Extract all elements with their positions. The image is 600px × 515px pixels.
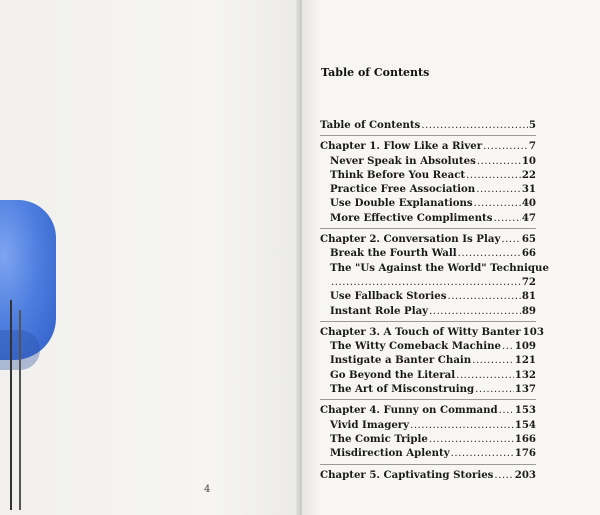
toc-section [320,289,536,303]
toc-chapter [320,232,536,246]
dot-leader [429,305,521,319]
chapter-page: 153 [514,404,536,417]
toc-section [320,339,536,353]
table-of-contents [320,118,549,482]
toc-section [320,246,536,260]
section-page: 40 [521,197,536,210]
cable [10,300,12,510]
toc-section [320,418,536,432]
dot-leader [476,183,521,197]
toc-entry-page: 5 [528,119,536,131]
section-page: 72 [521,275,536,288]
section-page: 154 [514,418,536,431]
divider [320,135,536,136]
dot-leader [494,469,513,483]
toc-section [320,353,536,367]
section-page: 10 [521,154,536,167]
section-title: Never Speak in Absolutes [330,154,476,167]
chapter-page: 7 [528,140,536,153]
section-page: 132 [514,368,536,381]
section-page: 166 [514,432,536,445]
toc-entry-title: Table of Contents [320,119,421,131]
divider [320,399,536,400]
dot-leader [466,169,521,183]
dot-leader [451,447,514,461]
section-title: Break the Fourth Wall [330,247,457,260]
toc-section [320,154,536,168]
dot-leader [410,419,514,433]
section-title: The Art of Misconstruing [330,383,475,396]
section-page: 137 [514,383,536,396]
toc-entry-front [320,118,536,132]
dot-leader [501,233,520,247]
section-page: 47 [521,211,536,224]
toc-chapter [320,403,536,417]
chapter-title: Chapter 3. A Touch of Witty Banter [320,325,521,338]
dot-leader [477,155,521,169]
chapter-title: Chapter 1. Flow Like a River [320,140,483,153]
section-title-wrapped: The "Us Against the World" Technique [330,261,549,274]
dot-leader [448,290,521,304]
dot-leader [458,247,521,261]
dot-leader [474,197,521,211]
toc-section [320,182,536,196]
section-page: 121 [514,354,536,367]
section-title: The Witty Comeback Machine [330,340,501,353]
chapter-page: 203 [514,468,536,481]
section-title: Vivid Imagery [330,418,410,431]
section-title: Go Beyond the Literal [330,368,456,381]
chapter-title: Chapter 2. Conversation Is Play [320,233,501,246]
toc-section [320,446,536,460]
toc-section [320,432,536,446]
dot-leader [499,404,514,418]
section-page: 109 [514,340,536,353]
section-title: Instant Role Play [330,304,429,317]
dot-leader [472,354,514,368]
toc-section [320,382,536,396]
section-title: Misdirection Aplenty [330,447,450,460]
toc-chapter [320,139,536,153]
chapter-title: Chapter 5. Captivating Stories [320,468,494,481]
section-page: 66 [521,247,536,260]
cable [19,310,21,510]
section-title: More Effective Compliments [330,211,493,224]
section-title: Practice Free Association [330,183,476,196]
page-title: Table of Contents [321,66,430,79]
toc-chapter [320,468,536,482]
chapter-page: 103 [522,325,544,338]
toc-chapter [320,325,544,339]
toc-section [320,304,536,318]
toc-section [320,196,536,210]
section-title: Think Before You React [330,168,466,181]
section-title: Instigate a Banter Chain [330,354,472,367]
chapter-page: 65 [521,233,536,246]
section-title: Use Double Explanations [330,197,473,210]
section-title: The Comic Triple [330,432,428,445]
section-page: 89 [521,304,536,317]
dot-leader [456,369,514,383]
section-title: Use Fallback Stories [330,290,447,303]
page-number: 4 [204,484,211,495]
dot-leader [475,383,514,397]
dot-leader [331,276,521,290]
section-page: 81 [521,290,536,303]
divider [320,228,536,229]
dot-leader [421,119,528,133]
section-page: 31 [521,183,536,196]
dot-leader [493,212,520,226]
chapter-title: Chapter 4. Funny on Command [320,404,498,417]
dot-leader [483,140,528,154]
toc-section [320,211,536,225]
dot-leader [502,340,514,354]
toc-section [320,368,536,382]
section-page: 22 [521,168,536,181]
divider [320,464,536,465]
dot-leader [429,433,514,447]
toc-section [320,168,536,182]
divider [320,321,536,322]
section-page: 176 [514,447,536,460]
toc-section [320,275,536,289]
